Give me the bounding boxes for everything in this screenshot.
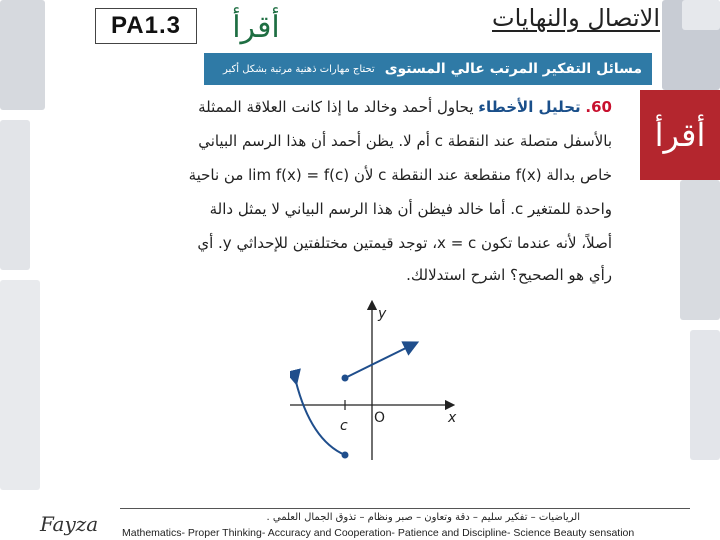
upper-point	[342, 375, 349, 382]
lower-point	[342, 452, 349, 459]
signature: Fayza	[40, 512, 99, 536]
problem-number: 60.	[585, 98, 612, 116]
banner-sub-text: تحتاج مهارات ذهنية مرتبة بشكل أكبر	[222, 63, 375, 75]
decor-tile	[680, 180, 720, 320]
lower-curve	[295, 378, 345, 455]
problem-heading: تحليل الأخطاء	[478, 98, 581, 116]
c-label: c	[340, 418, 348, 434]
logo-small: أقرأ	[232, 9, 280, 45]
decor-tile	[0, 120, 30, 270]
footer-rule	[120, 508, 690, 509]
upper-ray	[345, 345, 412, 378]
problem-text-line: واحدة للمتغير c. أما خالد فيظن أن هذا الرسم البياني لا يمثل دالة	[209, 200, 612, 218]
problem-line-1	[92, 98, 612, 116]
chapter-title: الاتصال والنهايات	[492, 4, 660, 32]
problem-text	[88, 90, 612, 290]
lesson-code: PA1.3	[95, 8, 197, 44]
decor-tile	[690, 330, 720, 460]
decor-tile	[0, 0, 45, 110]
problem-text-line: بالأسفل متصلة عند النقطة c أم لا. يظن أحمد أن هذا الرسم البياني	[198, 132, 612, 150]
x-label: x	[448, 410, 457, 426]
decor-tile	[0, 280, 40, 490]
section-banner	[204, 53, 652, 85]
banner-main-text: مسائل التفكير المرتب عالي المستوى	[384, 61, 642, 77]
footer-arabic: الرياضيات – تفكير سليم – دقة وتعاون – صبر ونظام – تذوق الجمال العلمي .	[266, 512, 580, 523]
decor-tile	[682, 0, 720, 30]
problem-text-line: رأي هو الصحيح؟ اشرح استدلالك.	[406, 266, 612, 284]
problem-text-line: خاص بدالة f(x) منقطعة عند النقطة c لأن lim f(x) = f(c) من ناحية	[188, 166, 612, 184]
logo-large: أقرأ	[640, 90, 720, 180]
problem-text-line: يحاول أحمد وخالد ما إذا كانت العلاقة الممثلة	[198, 98, 474, 116]
origin-label: O	[374, 410, 386, 426]
function-graph	[290, 300, 460, 465]
footer-english: Mathematics- Proper Thinking- Accuracy and Cooperation- Patience and Discipline- Science Beauty sensation	[122, 527, 635, 539]
y-label: y	[378, 306, 387, 322]
problem-text-line: أصلاً، لأنه عندما تكون x = c، توجد قيمتين مختلفتين للإحداثي y. أي	[197, 234, 612, 252]
